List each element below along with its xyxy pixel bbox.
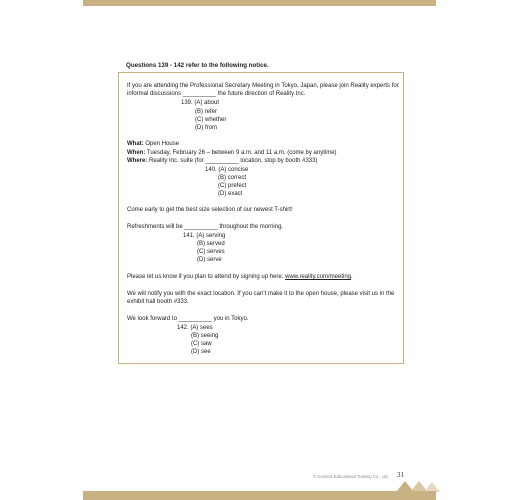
- q140-option-b: (B) correct: [218, 175, 247, 181]
- q141-option-d: (D) serve: [197, 257, 222, 263]
- what-value: Open House: [145, 141, 180, 147]
- what-row: [127, 141, 179, 148]
- q141-option-c: (C) serves: [197, 249, 225, 255]
- where-value: Reality Inc. suite (for __________ location, stop by booth #333): [149, 158, 318, 164]
- q142-option-b: (B) seeing: [191, 333, 219, 339]
- section-heading: Questions 139 - 142 refer to the following notice.: [126, 62, 269, 69]
- intro-line-2: informal discussions __________ the future direction of Reality Inc.: [127, 91, 306, 97]
- q139-option-a: 139. (A) about: [181, 100, 220, 106]
- page-number: 31: [397, 471, 404, 479]
- when-row: [127, 150, 337, 157]
- q140-option-c: (C) prefect: [218, 183, 247, 189]
- signup-link[interactable]: www.reality.com/meeting: [285, 274, 352, 280]
- when-value: Tuesday, February 26 – between 9 a.m. and 11 a.m. (come by anytime): [146, 150, 337, 156]
- q142-option-d: (D) see: [191, 349, 211, 355]
- bottom-accent-bar: [83, 491, 436, 500]
- q140-option-d: (D) exact: [218, 191, 243, 197]
- signup-lead: Please let us know if you plan to attend by signing up here:: [127, 274, 286, 280]
- signup-text: [127, 274, 353, 281]
- what-label: What:: [127, 141, 144, 147]
- refreshments-text: Refreshments will be __________ throughout the morning.: [127, 224, 284, 230]
- look-forward-text: We look forward to __________ you in Tokyo.: [127, 316, 249, 322]
- come-early-text: Come early to get the best size selection of our newest T-shirt!: [127, 207, 293, 213]
- intro-line-1: If you are attending the Professional Secretary Meeting in Tokyo, Japan, please join Reality experts for: [127, 83, 399, 89]
- q141-option-b: (B) served: [197, 241, 225, 247]
- q141-option-a: 141. (A) serving: [183, 233, 226, 239]
- q142-option-a: 142. (A) sees: [177, 325, 213, 331]
- q139-option-c: (C) whether: [195, 117, 227, 123]
- where-row: [127, 158, 317, 165]
- q140-option-a: 140. (A) concise: [205, 167, 249, 173]
- q142-option-c: (C) saw: [191, 341, 212, 347]
- q139-option-b: (B) refer: [195, 109, 218, 115]
- notify-line-2: exhibit hall booth #333.: [127, 299, 189, 305]
- signup-end: .: [351, 274, 353, 280]
- when-label: When:: [127, 150, 146, 156]
- copyright-text: © Cosmos Educational Training Co., Ltd.: [313, 474, 389, 479]
- notify-line-1: We will notify you with the exact location. If you can’t make it to the open house, please visit us in the: [127, 291, 395, 297]
- where-label: Where:: [127, 158, 148, 164]
- notice-box: [118, 72, 404, 364]
- top-accent-bar: [83, 0, 436, 6]
- q139-option-d: (D) from: [195, 125, 217, 131]
